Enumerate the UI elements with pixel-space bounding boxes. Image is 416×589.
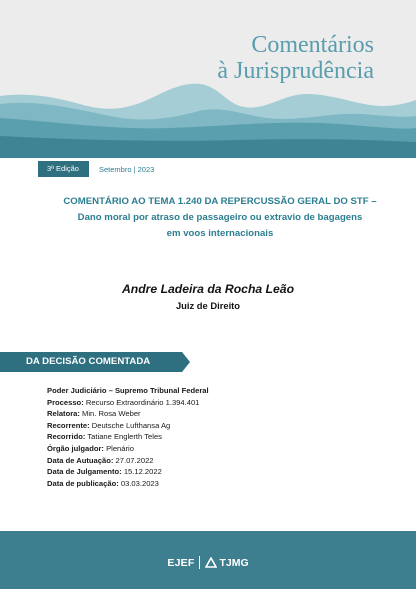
ejef-logo: EJEF xyxy=(167,556,195,569)
detail-row xyxy=(47,420,209,432)
section-heading xyxy=(0,352,190,372)
footer-bar xyxy=(0,531,416,589)
detail-label: Recorrente: xyxy=(47,420,90,430)
footer-logos xyxy=(0,556,416,569)
detail-label: Data de publicação: xyxy=(47,478,119,488)
detail-value: Tatiane Englerth Teles xyxy=(87,432,162,442)
detail-value: 03.03.2023 xyxy=(120,478,159,488)
detail-value: Plenário xyxy=(106,443,134,453)
author-name: Andre Ladeira da Rocha Leão xyxy=(121,282,295,296)
detail-label: Recorrido: xyxy=(47,432,86,442)
detail-row xyxy=(47,431,209,443)
triangle-icon xyxy=(205,557,217,568)
detail-row xyxy=(47,408,209,420)
section-heading-label: DA DECISÃO COMENTADA xyxy=(26,356,151,367)
topic-line-3: em voos internacionais xyxy=(166,228,274,239)
detail-label: Órgão julgador: xyxy=(47,443,104,453)
cover-header xyxy=(0,0,416,158)
detail-row xyxy=(47,443,209,455)
detail-label: Data de Julgamento: xyxy=(47,467,122,477)
logo-divider xyxy=(199,556,200,569)
detail-row xyxy=(47,466,209,478)
detail-row xyxy=(47,385,209,397)
detail-label: Processo: xyxy=(47,397,84,407)
edition-date: Setembro | 2023 xyxy=(98,164,155,174)
detail-value: Deutsche Lufthansa Ag xyxy=(91,420,171,430)
detail-label: Data de Autuação: xyxy=(47,455,114,465)
topic-line-2: Dano moral por atraso de passageiro ou extravio de bagagens xyxy=(77,212,363,223)
detail-label: Relatora: xyxy=(47,409,80,419)
detail-value: Recurso Extraordinário 1.394.401 xyxy=(85,397,200,407)
decision-details xyxy=(47,385,209,489)
detail-row xyxy=(47,478,209,490)
series-title-line-1: Comentários xyxy=(251,32,374,58)
author-role: Juiz de Direito xyxy=(175,300,241,311)
detail-label: Poder Judiciário – Supremo Tribunal Federal xyxy=(47,386,209,395)
detail-value: 27.07.2022 xyxy=(115,455,154,465)
series-title xyxy=(217,32,374,84)
detail-row xyxy=(47,397,209,409)
detail-value: Min. Rosa Weber xyxy=(82,409,141,419)
tjmg-logo: TJMG xyxy=(219,556,249,569)
edition-badge: 3ª Edição xyxy=(38,161,89,177)
edition-row xyxy=(38,161,154,177)
topic-line-1: COMENTÁRIO AO TEMA 1.240 DA REPERCUSSÃO GERAL DO STF – xyxy=(63,196,377,207)
detail-value: 15.12.2022 xyxy=(123,467,162,477)
topic-title xyxy=(40,194,400,242)
series-title-line-2: à Jurisprudência xyxy=(217,58,374,84)
detail-row xyxy=(47,455,209,467)
